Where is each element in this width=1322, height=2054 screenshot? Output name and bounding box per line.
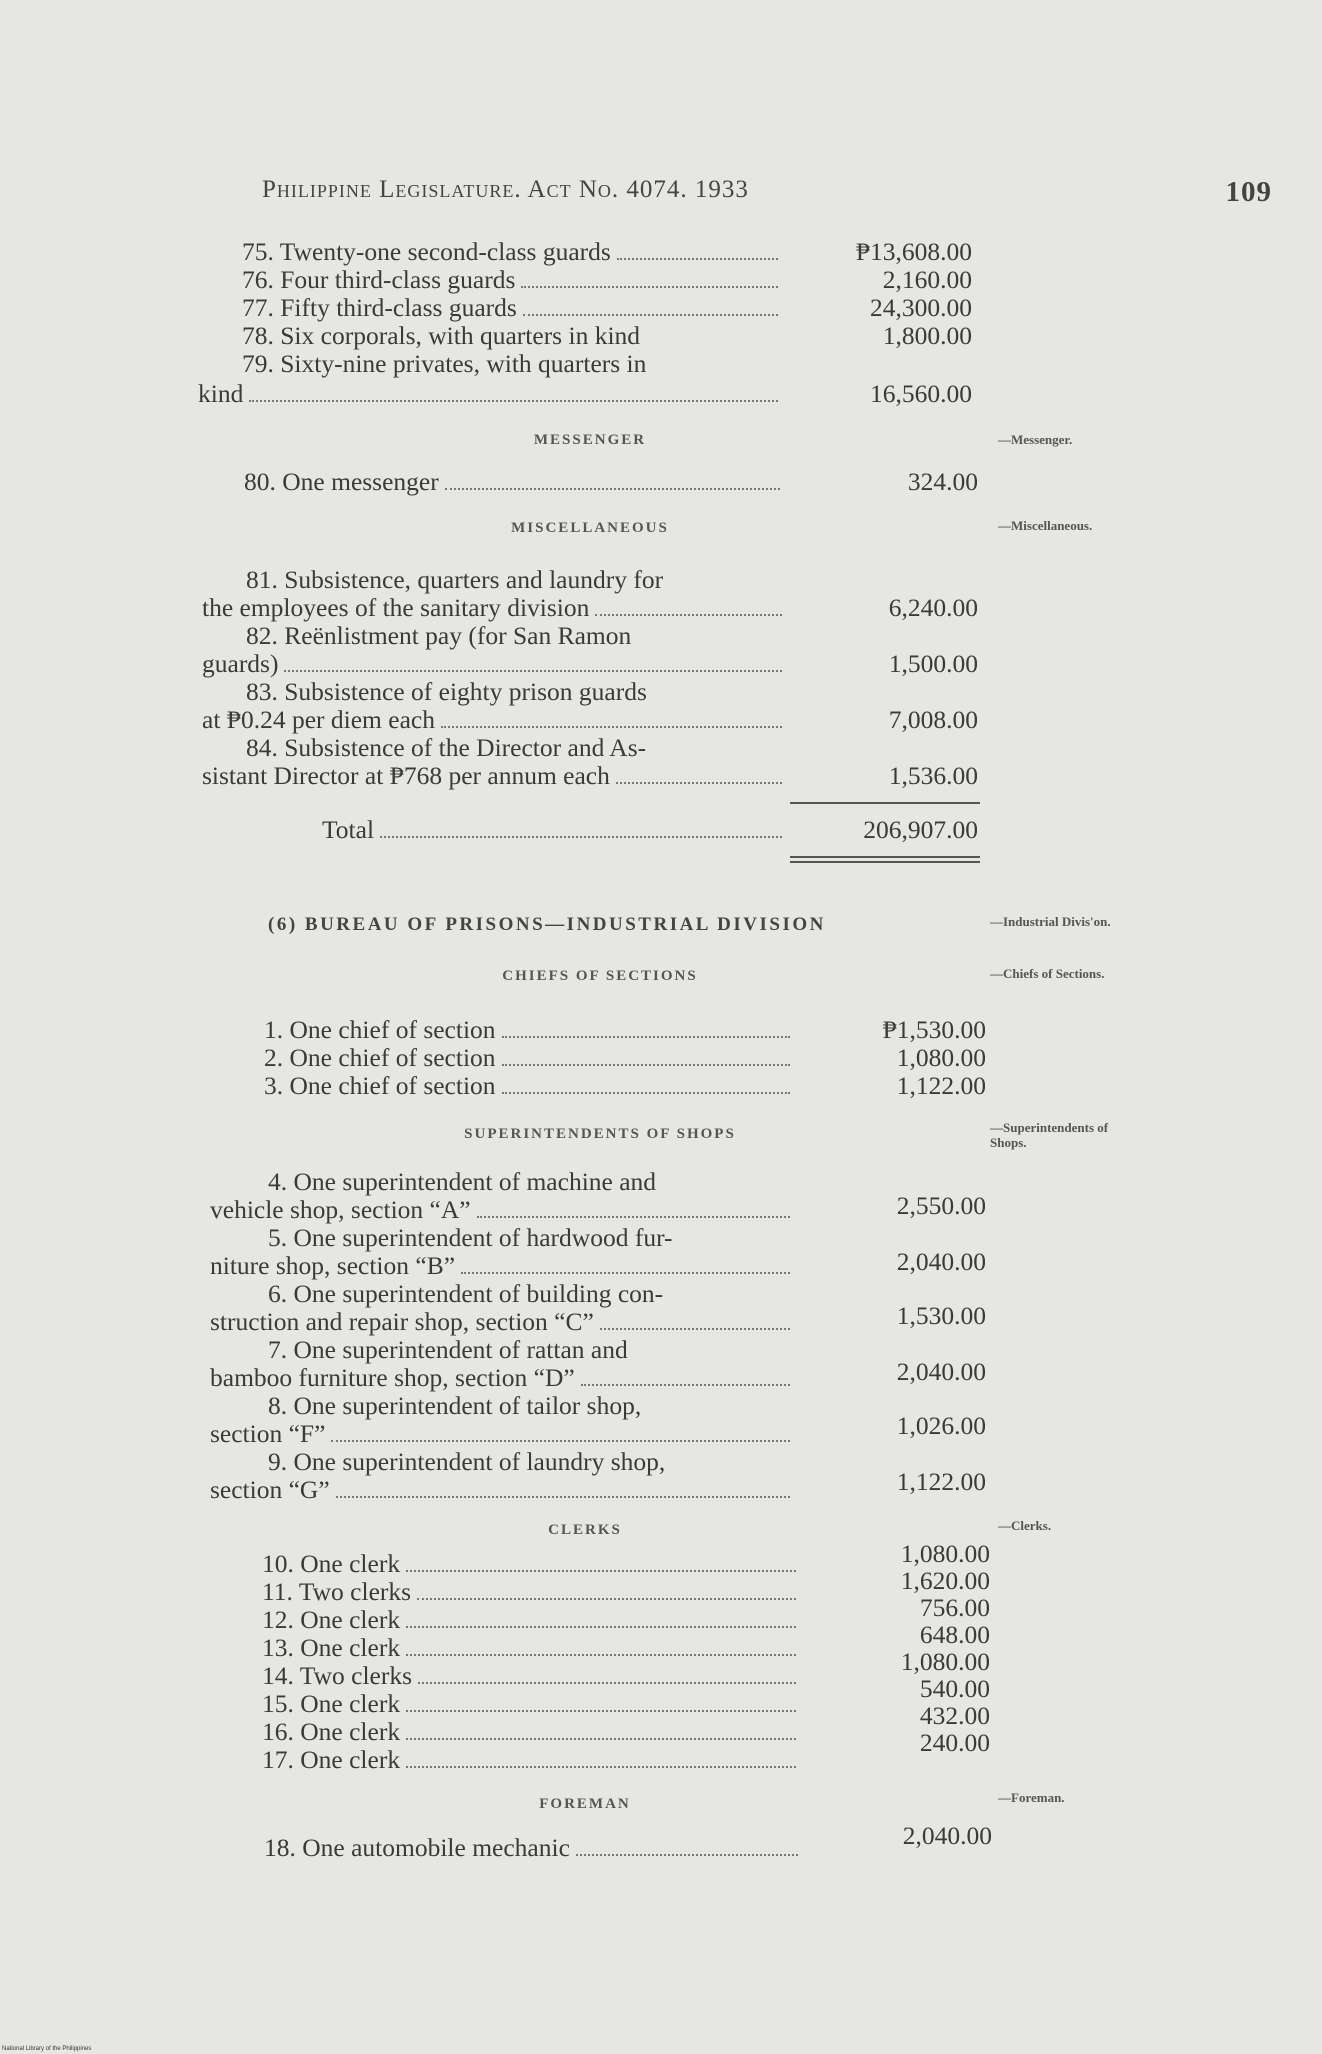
list-item-line2: bamboo furniture shop, section “D” [210, 1364, 794, 1392]
running-header [262, 176, 1272, 208]
amount: 1,122.00 [896, 1467, 986, 1496]
list-item: 11. Two clerks [262, 1578, 800, 1606]
margin-note: —Industrial Divis'on. [990, 914, 1111, 929]
amount: 2,040.00 [902, 1821, 992, 1850]
list-item-line2: section “F” [210, 1420, 794, 1448]
section-heading: MESSENGER [533, 432, 647, 448]
double-rule-bottom [790, 861, 980, 863]
header-title: Philippine Legislature. Act No. 4074. 1933 [262, 176, 749, 203]
list-item-line1: 9. One superintendent of laundry shop, [268, 1447, 666, 1476]
amount: 1,620.00 [900, 1566, 990, 1595]
section-heading: MISCELLANEOUS [511, 520, 669, 536]
list-item-line2: vehicle shop, section “A” [210, 1196, 794, 1224]
amount: 16,560.00 [870, 379, 972, 408]
amount: 1,122.00 [896, 1071, 986, 1100]
amount: 1,080.00 [900, 1539, 990, 1568]
list-item: 77. Fifty third-class guards [242, 294, 782, 322]
list-item-line1: 83. Subsistence of eighty prison guards [246, 677, 647, 706]
amount: 2,040.00 [896, 1357, 986, 1386]
amount: 2,550.00 [896, 1191, 986, 1220]
amount: 1,530.00 [896, 1301, 986, 1330]
list-item-line1: 7. One superintendent of rattan and [268, 1335, 628, 1364]
amount: 1,536.00 [888, 761, 978, 790]
section-heading: CHIEFS OF SECTIONS [502, 968, 698, 984]
list-item: 3. One chief of section [264, 1072, 794, 1100]
margin-note: —Miscellaneous. [998, 518, 1093, 533]
list-item: 1. One chief of section [264, 1016, 794, 1044]
section-heading: SUPERINTENDENTS OF SHOPS [464, 1126, 736, 1142]
list-item-line1: 82. Reënlistment pay (for San Ramon [246, 621, 632, 650]
amount: 6,240.00 [888, 593, 978, 622]
list-item-line1: 84. Subsistence of the Director and As- [246, 733, 647, 762]
amount: ₱1,530.00 [882, 1015, 986, 1044]
margin-note: —Superintendents of Shops. [990, 1120, 1109, 1150]
list-item-line1: 79. Sixty-nine privates, with quarters in [242, 349, 647, 378]
amount: 2,040.00 [896, 1247, 986, 1276]
page-number: 109 [1225, 176, 1272, 208]
amount: 1,800.00 [882, 321, 972, 350]
amount: 648.00 [919, 1620, 990, 1649]
list-item: 76. Four third-class guards [242, 266, 782, 294]
list-item: 75. Twenty-one second-class guards [242, 238, 782, 266]
list-item: 2. One chief of section [264, 1044, 794, 1072]
amount: 1,080.00 [896, 1043, 986, 1072]
sum-rule [790, 802, 980, 804]
list-item-line1: 5. One superintendent of hardwood fur- [268, 1223, 673, 1252]
amount: 7,008.00 [888, 705, 978, 734]
total-row: Total [322, 816, 786, 844]
amount: 432.00 [919, 1701, 990, 1730]
list-item: 78. Six corporals, with quarters in kind [242, 321, 641, 350]
list-item: 12. One clerk [262, 1606, 800, 1634]
amount: 240.00 [919, 1728, 990, 1757]
list-item-line1: 8. One superintendent of tailor shop, [268, 1391, 642, 1420]
list-item-line2: struction and repair shop, section “C” [210, 1308, 794, 1336]
list-item: 80. One messenger [244, 468, 784, 496]
section-heading: CLERKS [548, 1522, 622, 1538]
list-item: 17. One clerk [262, 1746, 800, 1774]
list-item-line2: at ₱0.24 per diem each [202, 706, 786, 734]
list-item-line2: guards) [202, 650, 786, 678]
margin-note: —Clerks. [998, 1518, 1052, 1533]
amount: 1,080.00 [900, 1647, 990, 1676]
list-item-line2: the employees of the sanitary division [202, 594, 786, 622]
margin-note: —Foreman. [998, 1790, 1065, 1805]
list-item-line1: 4. One superintendent of machine and [268, 1167, 657, 1196]
amount: ₱13,608.00 [855, 237, 972, 266]
list-item: 15. One clerk [262, 1690, 800, 1718]
list-item-line1: 6. One superintendent of building con- [268, 1279, 664, 1308]
division-heading: (6) BUREAU OF PRISONS—INDUSTRIAL DIVISION [268, 914, 826, 935]
amount: 2,160.00 [882, 265, 972, 294]
margin-note: —Chiefs of Sections. [990, 966, 1105, 981]
amount: 324.00 [907, 467, 978, 496]
double-rule-top [790, 856, 980, 858]
margin-note: —Messenger. [998, 432, 1073, 447]
section-heading: FOREMAN [539, 1796, 631, 1812]
list-item-line2: sistant Director at ₱768 per annum each [202, 762, 786, 790]
amount: 756.00 [919, 1593, 990, 1622]
list-item-line2: section “G” [210, 1476, 794, 1504]
scan-credit: National Library of the Philippines [2, 2046, 92, 2052]
amount: 1,500.00 [888, 649, 978, 678]
list-item: 16. One clerk [262, 1718, 800, 1746]
list-item: 14. Two clerks [262, 1662, 800, 1690]
list-item-line2: niture shop, section “B” [210, 1252, 794, 1280]
total-amount: 206,907.00 [863, 815, 978, 844]
amount: 540.00 [919, 1674, 990, 1703]
list-item: 13. One clerk [262, 1634, 800, 1662]
amount: 1,026.00 [896, 1411, 986, 1440]
list-item-line1: 81. Subsistence, quarters and laundry for [246, 565, 664, 594]
amount: 24,300.00 [870, 293, 972, 322]
list-item: 10. One clerk [262, 1550, 800, 1578]
list-item: 18. One automobile mechanic [264, 1834, 802, 1862]
list-item-line2: kind [198, 380, 782, 408]
